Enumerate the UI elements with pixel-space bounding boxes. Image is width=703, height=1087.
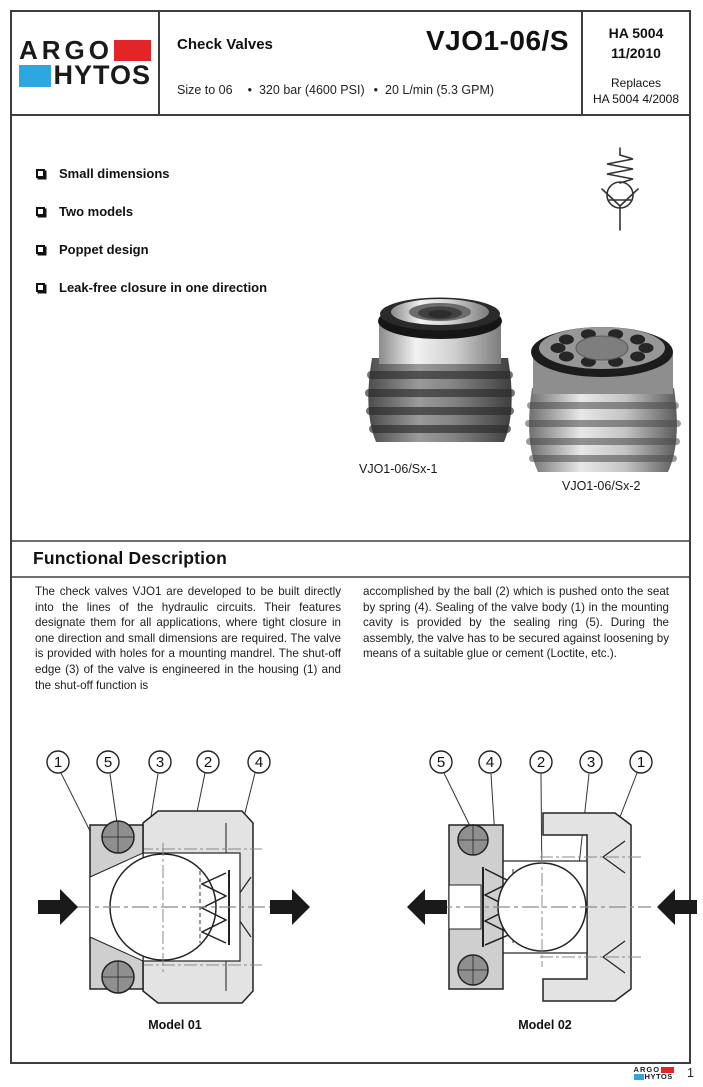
model-02-diagram — [385, 745, 703, 1007]
replaces-label: Replaces — [610, 76, 662, 90]
footer-argo-hytos-logo — [634, 1066, 675, 1080]
logo-red-block-icon — [114, 40, 151, 61]
checkbox-bullet-icon — [36, 283, 45, 292]
logo-argo-text: ARGO — [633, 1065, 661, 1074]
page-number: 1 — [687, 1066, 694, 1080]
product-photo-sx1 — [352, 266, 528, 458]
checkbox-bullet-icon — [36, 169, 45, 178]
feature-label: Two models — [59, 203, 134, 219]
header-title-cell — [160, 12, 581, 114]
model-designation: VJO1-06/S — [425, 25, 569, 56]
checkbox-bullet-icon — [36, 245, 45, 254]
functional-description-text — [35, 584, 669, 693]
model-01-diagram — [30, 745, 350, 1007]
callout-number: 4 — [254, 754, 264, 771]
spec-pressure: 320 bar (4600 PSI) — [258, 83, 365, 97]
feature-label: Small dimensions — [59, 165, 170, 181]
description-column-left: The check valves VJO1 are developed to be built directly into the lines of the hydraulic circuits. Their features designate them for all applications, where tight closure in one direction and small dimensions are required. The valve is provided with holes for a mounting mandrel. The shut-off edge (3) of the valve is engineered in the housing (1) and the shut-off function is — [35, 585, 341, 692]
header-docnumber-cell — [581, 12, 689, 114]
photo-label-sx1: VJO1-06/Sx-1 — [359, 462, 438, 476]
callout-number: 3 — [155, 754, 165, 771]
figure-model-01 — [30, 745, 350, 1032]
logo-hytos-text: HYTOS — [53, 60, 151, 90]
feature-label: Poppet design — [59, 241, 149, 257]
logo-hytos-text: HYTOS — [644, 1072, 673, 1081]
feature-item — [36, 238, 267, 260]
document-title: Check Valves — [177, 36, 273, 53]
spec-line — [177, 83, 494, 97]
doc-number: HA 5004 — [608, 25, 664, 41]
figure-label-model-02: Model 02 — [518, 1018, 572, 1032]
description-column-right: accomplished by the ball (2) which is pushed onto the seat by spring (4). Sealing of the valve body (1) in the mounting cavity is provided by the sealing ring (5). During the assembly, the valve has to be secured against loosening by means of a suitable glue or cement (Loctite, etc.). — [363, 585, 669, 661]
spec-flow: 20 L/min (5.3 GPM) — [385, 83, 495, 97]
feature-item — [36, 200, 267, 222]
callout-number: 3 — [586, 754, 596, 771]
callout-number: 2 — [203, 754, 213, 771]
feature-label: Leak-free closure in one direction — [59, 279, 268, 295]
page-footer — [0, 1066, 703, 1080]
logo-blue-block-icon — [634, 1074, 644, 1080]
doc-date: 11/2010 — [611, 45, 661, 61]
spec-bullet: • — [247, 83, 252, 97]
figure-label-model-01: Model 01 — [148, 1018, 202, 1032]
spec-bullet: • — [373, 83, 378, 97]
feature-item — [36, 276, 267, 298]
logo-blue-block-icon — [19, 65, 51, 87]
callout-number: 2 — [536, 754, 546, 771]
header — [12, 12, 689, 116]
photo-label-sx2: VJO1-06/Sx-2 — [562, 479, 641, 493]
spec-size: Size to 06 — [177, 83, 233, 97]
feature-list — [36, 162, 267, 314]
check-valve-hydraulic-symbol-icon — [590, 146, 650, 238]
section-heading: Functional Description — [12, 540, 689, 578]
logo-argo-text: ARGO — [19, 35, 113, 65]
feature-item — [36, 162, 267, 184]
callout-number: 1 — [636, 754, 646, 771]
callout-number: 5 — [436, 754, 446, 771]
figure-model-02 — [385, 745, 703, 1032]
callout-number: 4 — [485, 754, 495, 771]
checkbox-bullet-icon — [36, 207, 45, 216]
product-photo-sx2 — [516, 302, 692, 492]
page-border-frame — [10, 10, 691, 1064]
callout-number: 5 — [103, 754, 113, 771]
argo-hytos-logo — [19, 35, 151, 90]
header-logo-cell — [12, 12, 160, 114]
replaces-doc: HA 5004 4/2008 — [592, 92, 680, 106]
callout-number: 1 — [53, 754, 63, 771]
